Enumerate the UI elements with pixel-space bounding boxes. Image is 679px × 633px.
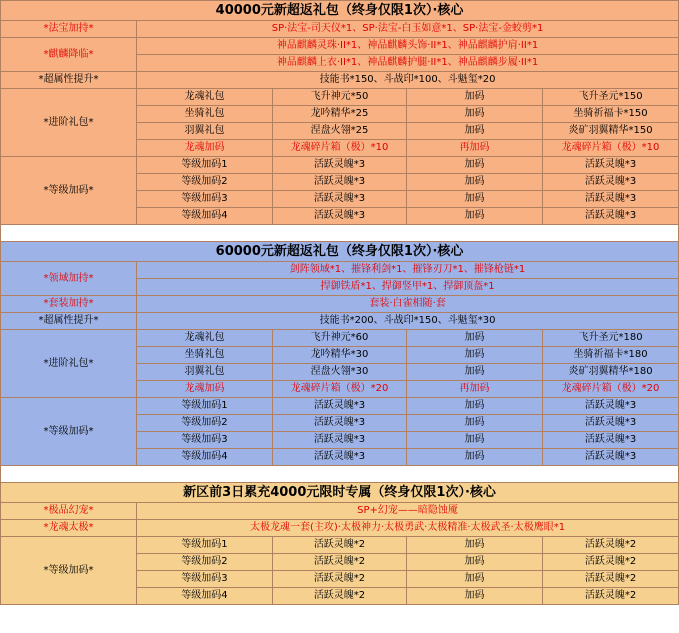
cell: 龙魂礼包 [137,89,273,106]
cell: 活跃灵魄*3 [273,191,407,208]
category-label: *极品幻宠* [1,503,137,520]
category-label: *龙魂太极* [1,520,137,537]
cell: 活跃灵魄*3 [543,174,679,191]
cell: 活跃灵魄*3 [273,174,407,191]
cell: 坐骑祈福卡*180 [543,347,679,364]
cell: 加码 [407,208,543,225]
category-label: *进阶礼包* [1,89,137,157]
cell: 加码 [407,106,543,123]
cell: 涅盘火翎*25 [273,123,407,140]
cell: 活跃灵魄*2 [543,588,679,605]
package-4000 [1,483,679,605]
reward-value: SP+幻宠——暗隐蚀魇 [137,503,679,520]
spacer-row [1,225,679,242]
cell: 加码 [407,347,543,364]
cell: 活跃灵魄*2 [543,537,679,554]
cell: 涅盘火翎*30 [273,364,407,381]
category-label: *领域加持* [1,262,137,296]
package-title: 新区前3日累充4000元限时专属（终身仅限1次）·核心 [1,483,679,503]
cell: 等级加码2 [137,415,273,432]
cell: 等级加码3 [137,571,273,588]
cell: 龙魂碎片箱（极）*20 [273,381,407,398]
cell: 活跃灵魄*2 [543,571,679,588]
cell: 活跃灵魄*3 [273,398,407,415]
cell: 等级加码2 [137,554,273,571]
reward-value: 神品麒麟灵珠·II*1、神品麒麟头饰·II*1、神品麒麟护肩·II*1 [137,38,679,55]
cell: 加码 [407,89,543,106]
cell: 坐骑礼包 [137,106,273,123]
reward-value: 套装·白雀相随·套 [137,296,679,313]
cell: 等级加码1 [137,157,273,174]
cell: 等级加码1 [137,537,273,554]
cell: 加码 [407,364,543,381]
cell: 加码 [407,554,543,571]
reward-value: 捍御铁盾*1、捍御竖甲*1、捍御顶盔*1 [137,279,679,296]
cell: 龙魂加码 [137,140,273,157]
cell: 等级加码2 [137,174,273,191]
cell: 等级加码3 [137,191,273,208]
cell: 活跃灵魄*3 [543,157,679,174]
cell: 活跃灵魄*2 [273,588,407,605]
reward-value: SP·法宝-司天仪*1、SP·法宝-白玉如意*1、SP·法宝-金蛟剪*1 [137,21,679,38]
cell: 加码 [407,588,543,605]
cell: 龙魂加码 [137,381,273,398]
cell: 坐骑礼包 [137,347,273,364]
cell: 羽翼礼包 [137,123,273,140]
cell: 加码 [407,398,543,415]
cell: 飞升神元*50 [273,89,407,106]
cell: 飞升圣元*180 [543,330,679,347]
package-title: 60000元新超返礼包（终身仅限1次）·核心 [1,242,679,262]
cell: 加码 [407,191,543,208]
cell: 加码 [407,123,543,140]
cell: 龙吟精华*30 [273,347,407,364]
cell: 加码 [407,157,543,174]
cell: 龙魂礼包 [137,330,273,347]
category-label: *等级加码* [1,537,137,605]
table-row [1,537,679,554]
cell: 活跃灵魄*3 [543,432,679,449]
table-row [1,330,679,347]
table-row [1,398,679,415]
cell: 活跃灵魄*3 [273,415,407,432]
reward-value: 神品麒麟上衣·II*1、神品麒麟护腿·II*1、神品麒麟步履·II*1 [137,55,679,72]
category-label: *法宝加持* [1,21,137,38]
cell: 等级加码4 [137,588,273,605]
category-label: *进阶礼包* [1,330,137,398]
cell: 加码 [407,330,543,347]
cell: 活跃灵魄*2 [543,554,679,571]
cell: 活跃灵魄*3 [273,432,407,449]
cell: 活跃灵魄*2 [273,537,407,554]
cell: 加码 [407,174,543,191]
category-label: *等级加码* [1,157,137,225]
cell: 再加码 [407,140,543,157]
reward-value: 技能书*200、斗战印*150、斗魁玺*30 [137,313,679,330]
cell: 坐骑祈福卡*150 [543,106,679,123]
cell: 加码 [407,571,543,588]
cell: 活跃灵魄*2 [273,554,407,571]
cell: 加码 [407,537,543,554]
cell: 加码 [407,415,543,432]
cell: 活跃灵魄*2 [273,571,407,588]
category-label: *套装加持* [1,296,137,313]
table-row [1,157,679,174]
cell: 龙吟精华*25 [273,106,407,123]
category-label: *麒麟降临* [1,38,137,72]
reward-value: 剑阵领域*1、摧锋利剑*1、摧锋刃刀*1、摧锋枪链*1 [137,262,679,279]
reward-value: 技能书*150、斗战印*100、斗魁玺*20 [137,72,679,89]
cell: 龙魂碎片箱（极）*10 [273,140,407,157]
cell: 活跃灵魄*3 [273,157,407,174]
package-60000 [1,242,679,483]
cell: 再加码 [407,381,543,398]
category-label: *超属性提升* [1,313,137,330]
reward-value: 太极龙魂一套(主攻)·太极神力·太极勇武·太极精准·太极武圣·太极鹰眼*1 [137,520,679,537]
package-40000 [1,1,679,242]
cell: 龙魂碎片箱（极）*10 [543,140,679,157]
cell: 加码 [407,449,543,466]
cell: 炎矿羽翼精华*150 [543,123,679,140]
cell: 活跃灵魄*3 [543,208,679,225]
spacer-row [1,466,679,483]
cell: 活跃灵魄*3 [543,415,679,432]
category-label: *超属性提升* [1,72,137,89]
cell: 等级加码3 [137,432,273,449]
cell: 龙魂碎片箱（极）*20 [543,381,679,398]
cell: 活跃灵魄*3 [273,449,407,466]
cell: 活跃灵魄*3 [273,208,407,225]
table-row [1,89,679,106]
cell: 飞升神元*60 [273,330,407,347]
cell: 飞升圣元*150 [543,89,679,106]
cell: 等级加码1 [137,398,273,415]
cell: 等级加码4 [137,449,273,466]
category-label: *等级加码* [1,398,137,466]
package-title: 40000元新超返礼包（终身仅限1次）·核心 [1,1,679,21]
cell: 加码 [407,432,543,449]
cell: 活跃灵魄*3 [543,191,679,208]
cell: 活跃灵魄*3 [543,398,679,415]
cell: 活跃灵魄*3 [543,449,679,466]
cell: 羽翼礼包 [137,364,273,381]
cell: 炎矿羽翼精华*180 [543,364,679,381]
cell: 等级加码4 [137,208,273,225]
